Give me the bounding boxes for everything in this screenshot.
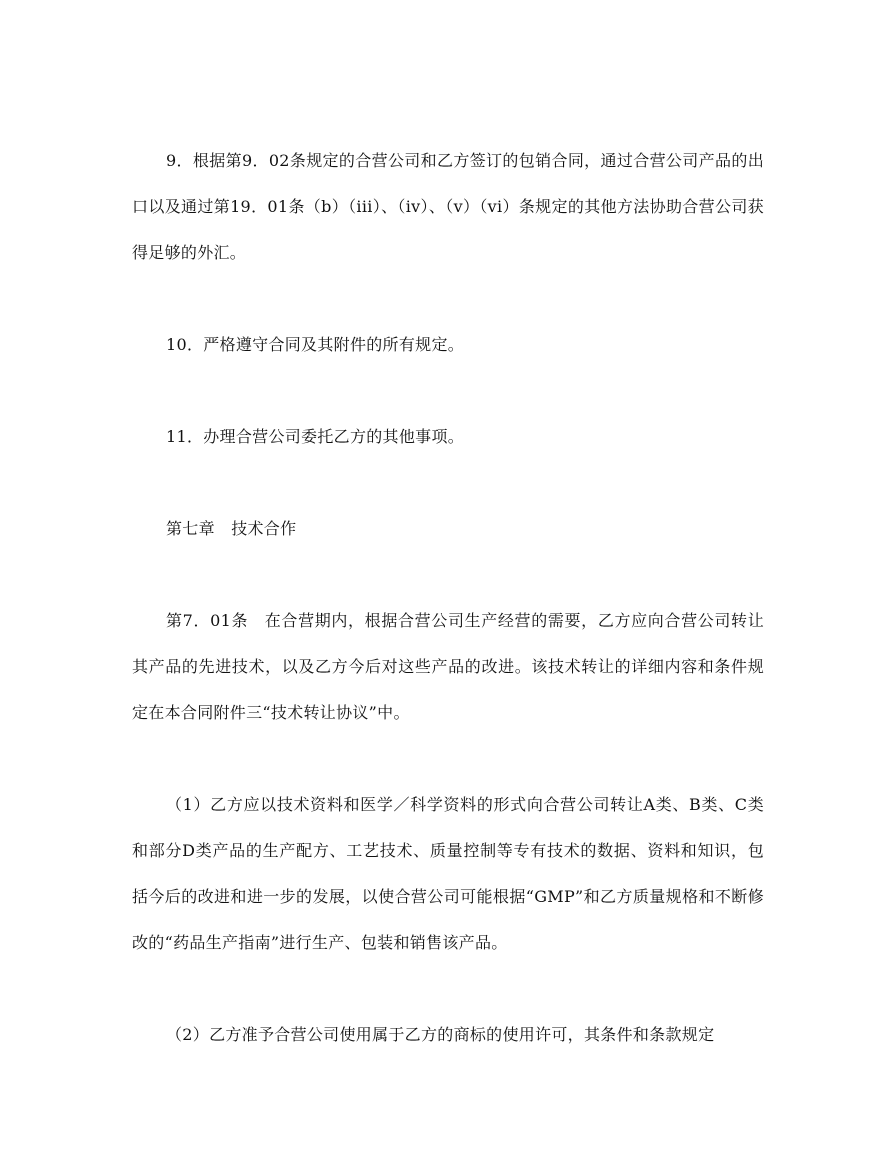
article-7-01: 第7．01条 在合营期内，根据合营公司生产经营的需要，乙方应向合营公司转让其产品的先进技术，以及乙方今后对这些产品的改进。该技术转让的详细内容和条件规定在本合同附件三“技术转让协议”中。 bbox=[132, 611, 764, 722]
paragraph-item-9: 9．根据第9．02条规定的合营公司和乙方签订的包销合同，通过合营公司产品的出口以及通过第19．01条（b）（iii）、（iv）、（v）（vi）条规定的其他方法协助合营公司获得足够的外汇。 bbox=[132, 151, 764, 262]
paragraph-item-11: 11．办理合营公司委托乙方的其他事项。 bbox=[166, 427, 465, 446]
chapter-heading: 第七章 技术合作 bbox=[166, 519, 297, 538]
clause-2: （2）乙方准予合营公司使用属于乙方的商标的使用许可，其条件和条款规定 bbox=[166, 1025, 715, 1044]
clause-1: （1）乙方应以技术资料和医学／科学资料的形式向合营公司转让A类、B类、C类和部分D类产品的生产配方、工艺技术、质量控制等专有技术的数据、资料和知识，包括今后的改进和进一步的发展，以使合营公司可能根据“GMP”和乙方质量规格和不断修改的“药品生产指南”进行生产、包装和销售该产品。 bbox=[132, 795, 764, 952]
paragraph-item-10: 10．严格遵守合同及其附件的所有规定。 bbox=[166, 335, 465, 354]
